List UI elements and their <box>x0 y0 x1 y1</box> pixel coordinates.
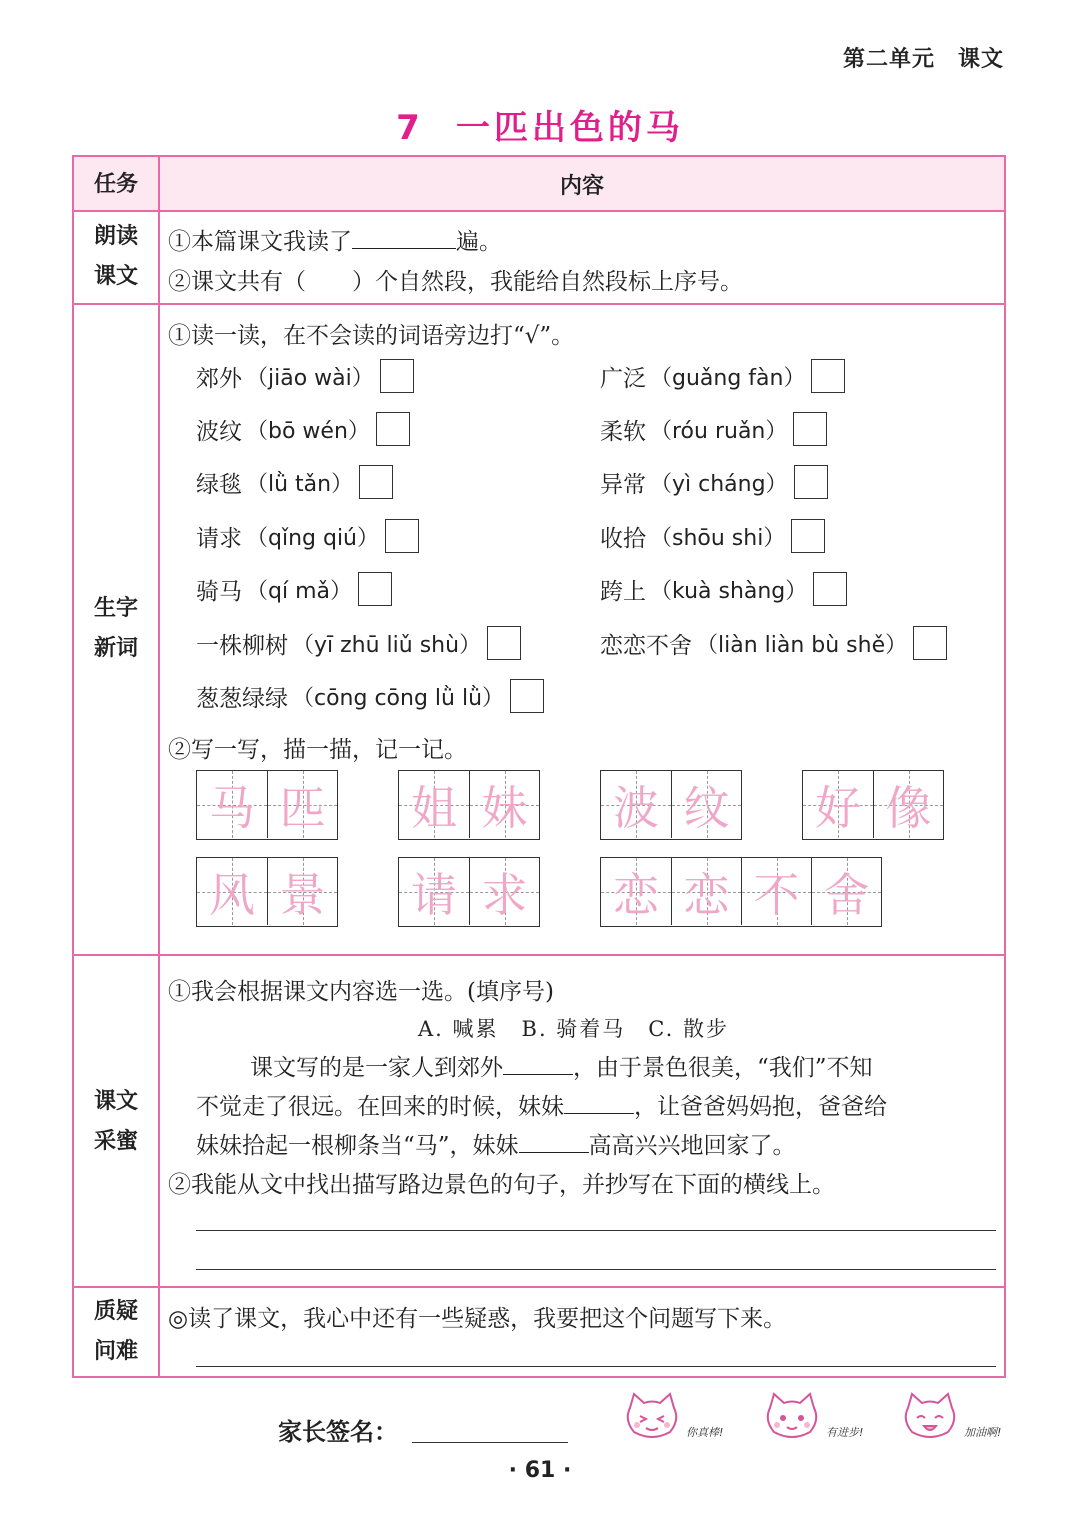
checkbox[interactable] <box>793 412 827 446</box>
answer-line[interactable] <box>196 1230 996 1231</box>
checkbox[interactable] <box>913 626 947 660</box>
passage-line-2: 不觉走了很远。在回来的时候，妹妹 ，让爸爸妈妈抱，爸爸给 <box>196 1094 887 1120</box>
checkbox[interactable] <box>813 572 847 606</box>
reading-line-2: ②课文共有（ ）个自然段，我能给自然段标上序号。 <box>168 269 743 295</box>
checkbox[interactable] <box>358 572 392 606</box>
writing-cell: 匹 <box>267 771 337 838</box>
answer-line[interactable] <box>196 1269 996 1270</box>
checkbox[interactable] <box>376 412 410 446</box>
cat-face-icon <box>898 1390 962 1442</box>
writing-cell: 恋 <box>601 858 671 925</box>
row-divider <box>74 303 1004 305</box>
writing-cell: 像 <box>873 771 943 838</box>
checkbox[interactable] <box>811 359 845 393</box>
sticker-progress: 有进步! <box>760 1390 863 1442</box>
comprehension-instruction-2: ②我能从文中找出描写路边景色的句子，并抄写在下面的横线上。 <box>168 1172 835 1198</box>
passage-line-1: 课文写的是一家人到郊外 ，由于景色很美，“我们”不知 <box>250 1055 873 1081</box>
writing-cell: 纹 <box>671 771 741 838</box>
row-label-reading: 朗读 课文 <box>93 224 138 289</box>
word-item: 一株柳树 （yī zhū liǔ shù） <box>196 626 521 660</box>
writing-grid[interactable] <box>600 770 742 840</box>
row-divider <box>74 1286 1004 1288</box>
lesson-title <box>0 100 1080 149</box>
checkbox[interactable] <box>794 465 828 499</box>
word-item: 收拾 （shōu shi） <box>600 519 825 553</box>
word-item: 波纹 （bō wén） <box>196 412 410 446</box>
word-item: 跨上 （kuà shàng） <box>600 572 847 606</box>
writing-cell: 求 <box>469 858 539 925</box>
writing-cell: 舍 <box>811 858 881 925</box>
writing-grid[interactable] <box>600 857 882 927</box>
writing-cell: 好 <box>803 771 873 838</box>
word-item: 葱葱绿绿 （cōng cōng lǜ lǜ） <box>196 679 544 713</box>
writing-grid[interactable] <box>398 857 540 927</box>
comprehension-instruction: ①我会根据课文内容选一选。(填序号) <box>168 979 554 1005</box>
row-label-questions: 质疑 问难 <box>93 1299 138 1364</box>
answer-blank[interactable] <box>519 1151 589 1153</box>
writing-grid[interactable] <box>196 857 338 927</box>
parent-signature-label: 家长签名： <box>278 1418 398 1446</box>
writing-grid[interactable] <box>398 770 540 840</box>
writing-cell: 风 <box>197 858 267 925</box>
choice-options: A. 喊累 B. 骑着马 C. 散步 <box>418 1017 729 1041</box>
read-count-blank[interactable] <box>352 247 456 249</box>
row-divider <box>74 954 1004 956</box>
word-item: 绿毯 （lǜ tǎn） <box>196 465 393 499</box>
answer-line[interactable] <box>196 1366 996 1367</box>
writing-cell: 景 <box>267 858 337 925</box>
passage-line-3: 妹妹拾起一根柳条当“马”，妹妹 高高兴兴地回家了。 <box>196 1133 796 1159</box>
vocab-instruction: ①读一读，在不会读的词语旁边打“√”。 <box>168 323 575 349</box>
lesson-number: 7 <box>396 108 424 148</box>
row-label-comprehension: 课文 采蜜 <box>93 1089 138 1154</box>
worksheet-table <box>72 155 1006 1378</box>
checkbox[interactable] <box>380 359 414 393</box>
word-item: 郊外 （jiāo wài） <box>196 359 414 393</box>
word-item: 广泛 （guǎng fàn） <box>600 359 845 393</box>
answer-blank[interactable] <box>503 1073 573 1075</box>
cat-face-icon <box>760 1390 824 1442</box>
checkbox[interactable] <box>791 519 825 553</box>
sticker-great: 你真棒! <box>620 1390 723 1442</box>
checkbox[interactable] <box>359 465 393 499</box>
answer-blank[interactable] <box>564 1112 634 1114</box>
row-divider <box>74 210 1004 212</box>
row-label-vocab: 生字 新词 <box>93 596 138 661</box>
writing-grid[interactable] <box>196 770 338 840</box>
word-item: 柔软 （róu ruǎn） <box>600 412 827 446</box>
word-item: 骑马 （qí mǎ） <box>196 572 392 606</box>
writing-grid[interactable] <box>802 770 944 840</box>
cat-face-icon <box>620 1390 684 1442</box>
checkbox[interactable] <box>510 679 544 713</box>
unit-header: 第二单元 课文 <box>842 47 1004 72</box>
word-item: 恋恋不舍 （liàn liàn bù shě） <box>600 626 947 660</box>
reading-line-1: ①本篇课文我读了 遍。 <box>168 229 502 255</box>
lesson-title-text: 一匹出色的马 <box>455 108 684 148</box>
word-item: 请求 （qǐng qiú） <box>196 519 419 553</box>
sticker-cheer: 加油啊! <box>898 1390 1001 1442</box>
writing-cell: 恋 <box>671 858 741 925</box>
checkbox[interactable] <box>385 519 419 553</box>
col-task-header: 任务 <box>93 172 138 197</box>
writing-cell: 波 <box>601 771 671 838</box>
writing-cell: 马 <box>197 771 267 838</box>
col-content-header: 内容 <box>559 174 604 199</box>
checkbox[interactable] <box>487 626 521 660</box>
writing-cell: 不 <box>741 858 811 925</box>
writing-cell: 妹 <box>469 771 539 838</box>
writing-cell: 姐 <box>399 771 469 838</box>
parent-signature-line[interactable] <box>412 1442 568 1443</box>
word-item: 异常 （yì cháng） <box>600 465 828 499</box>
questions-text: ◎读了课文，我心中还有一些疑惑，我要把这个问题写下来。 <box>168 1306 787 1332</box>
column-divider <box>158 157 160 1376</box>
write-instruction: ②写一写，描一描，记一记。 <box>168 737 467 763</box>
writing-cell: 请 <box>399 858 469 925</box>
page-number: · 61 · <box>508 1458 572 1483</box>
